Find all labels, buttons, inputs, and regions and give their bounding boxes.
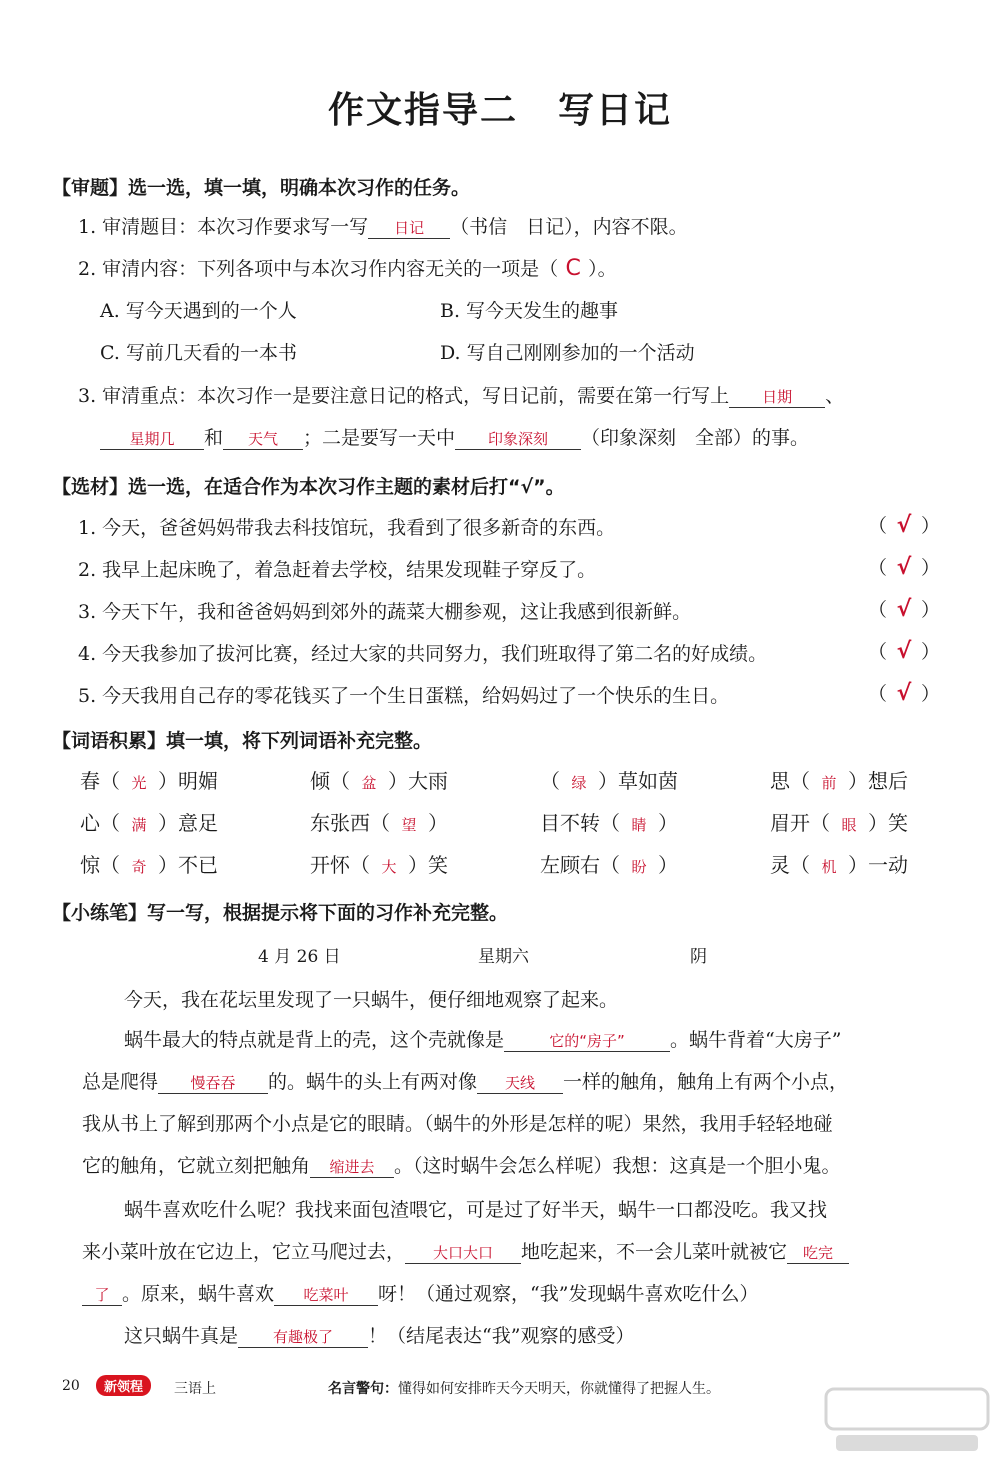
- idiom-item: 眉开（ 眼 ）笑: [770, 811, 908, 835]
- essay-line-7: 来小菜叶放在它边上，它立马爬过去， 大口大口 地吃起来，不一会儿菜叶就被它 吃完: [82, 1237, 849, 1264]
- essay-blank[interactable]: 慢吞吞: [158, 1073, 268, 1094]
- idiom-answer[interactable]: 光: [131, 774, 147, 792]
- material-item-1: 1. 今天，爸爸妈妈带我去科技馆玩，我看到了很多新奇的东西。: [78, 517, 616, 539]
- idiom-answer[interactable]: 望: [401, 816, 417, 834]
- section-heading-xuancai: 【选材】选一选，在适合作为本次习作主题的素材后打“√”。: [52, 476, 565, 498]
- answer-choice[interactable]: C: [565, 256, 581, 281]
- idiom-item: 惊（ 奇 ）不已: [80, 853, 218, 877]
- option-b: B. 写今天发生的趣事: [440, 300, 619, 322]
- checkmark-1[interactable]: （ √ ）: [867, 513, 940, 538]
- idiom-answer[interactable]: 睛: [631, 816, 647, 834]
- essay-paragraph-1: 今天，我在花坛里发现了一只蜗牛，便仔细地观察了起来。: [124, 989, 619, 1011]
- idiom-item: （ 绿 ）草如茵: [540, 769, 678, 793]
- essay-line-4: 我从书上了解到那两个小点是它的眼睛。（蜗牛的外形是怎样的呢）果然，我用手轻轻地碰: [82, 1113, 833, 1135]
- essay-line-5: 它的触角，它就立刻把触角 缩进去 。（这时蜗牛会怎么样呢）我想：这真是一个胆小鬼。: [82, 1155, 841, 1177]
- question-3-line2: 星期几 和 天气 ；二是要写一天中 印象深刻 （印象深刻 全部）的事。: [100, 423, 809, 450]
- checkmark-2[interactable]: （ √ ）: [867, 555, 940, 580]
- diary-weather: 阴: [690, 947, 707, 967]
- question-1: 1. 审清题目：本次习作要求写一写 日记 （书信 日记），内容不限。: [78, 216, 688, 238]
- idiom-item: 灵（ 机 ）一动: [770, 853, 908, 877]
- grade-label: 三语上: [174, 1381, 216, 1397]
- page-number: 20: [62, 1378, 80, 1394]
- quote-label: 名言警句：: [328, 1381, 398, 1397]
- material-item-2: 2. 我早上起床晚了，着急赶着去学校，结果发现鞋子穿反了。: [78, 559, 597, 581]
- essay-blank[interactable]: 天线: [477, 1073, 563, 1094]
- idiom-item: 左顾右（ 盼 ）: [540, 853, 678, 877]
- idiom-answer[interactable]: 绿: [571, 774, 587, 792]
- watermark-stamp-icon: [822, 1385, 992, 1455]
- option-c: C. 写前几天看的一本书: [100, 342, 297, 364]
- page-title: 作文指导二 写日记: [327, 90, 673, 131]
- idiom-item: 倾（ 盆 ）大雨: [310, 769, 448, 793]
- question-2: 2. 审清内容：下列各项中与本次习作内容无关的一项是（ C ）。: [78, 256, 617, 281]
- idiom-item: 春（ 光 ）明媚: [80, 769, 218, 793]
- material-item-5: 5. 今天我用自己存的零花钱买了一个生日蛋糕，给妈妈过了一个快乐的生日。: [78, 685, 730, 707]
- idiom-answer[interactable]: 盼: [631, 858, 647, 876]
- idiom-answer[interactable]: 机: [821, 858, 837, 876]
- idiom-answer[interactable]: 奇: [131, 858, 147, 876]
- quote-text: 懂得如何安排昨天今天明天，你就懂得了把握人生。: [398, 1381, 720, 1397]
- option-a: A. 写今天遇到的一个人: [100, 300, 297, 322]
- checkmark-3[interactable]: （ √ ）: [867, 597, 940, 622]
- idiom-answer[interactable]: 前: [821, 774, 837, 792]
- idiom-answer[interactable]: 大: [381, 858, 397, 876]
- essay-blank[interactable]: 它的“房子”: [504, 1031, 670, 1052]
- section-heading-xiaolianbi: 【小练笔】写一写，根据提示将下面的习作补充完整。: [52, 902, 509, 924]
- essay-line-2: 蜗牛最大的特点就是背上的壳，这个壳就像是 它的“房子” 。蜗牛背着“大房子”: [124, 1029, 842, 1051]
- material-item-3: 3. 今天下午，我和爸爸妈妈到郊外的蔬菜大棚参观，这让我感到很新鲜。: [78, 601, 692, 623]
- section-heading-ciyu: 【词语积累】填一填，将下列词语补充完整。: [52, 730, 433, 752]
- essay-line-8: 了 。原来，蜗牛喜欢 吃菜叶 呀！（通过观察，“我”发现蜗牛喜欢吃什么）: [82, 1279, 758, 1306]
- idiom-item: 心（ 满 ）意足: [80, 811, 218, 835]
- idiom-answer[interactable]: 满: [131, 816, 147, 834]
- essay-blank[interactable]: 吃菜叶: [274, 1285, 378, 1306]
- essay-blank[interactable]: 大口大口: [405, 1243, 521, 1264]
- option-d: D. 写自己刚刚参加的一个活动: [440, 342, 695, 364]
- brand-logo: 新领程: [96, 1375, 151, 1396]
- idiom-item: 开怀（ 大 ）笑: [310, 853, 448, 877]
- question-3-line1: 3. 审清重点：本次习作一是要注意日记的格式，写日记前，需要在第一行写上 日期 、: [78, 385, 845, 407]
- checkmark-4[interactable]: （ √ ）: [867, 639, 940, 664]
- essay-line-3: 总是爬得 慢吞吞 的。蜗牛的头上有两对像 天线 一样的触角，触角上有两个小点，: [82, 1071, 849, 1093]
- diary-weekday: 星期六: [478, 947, 529, 967]
- material-item-4: 4. 今天我参加了拔河比赛，经过大家的共同努力，我们班取得了第二名的好成绩。: [78, 643, 768, 665]
- idiom-answer[interactable]: 眼: [841, 816, 857, 834]
- idiom-item: 目不转（ 睛 ）: [540, 811, 678, 835]
- essay-line-9: 这只蜗牛真是 有趣极了 ！（结尾表达“我”观察的感受）: [124, 1325, 635, 1347]
- idiom-answer[interactable]: 盆: [361, 774, 377, 792]
- idiom-item: 东张西（ 望 ）: [310, 811, 448, 835]
- essay-line-6: 蜗牛喜欢吃什么呢？我找来面包渣喂它，可是过了好半天，蜗牛一口都没吃。我又找: [124, 1199, 828, 1221]
- essay-blank[interactable]: 吃完: [787, 1243, 849, 1264]
- essay-blank[interactable]: 了: [82, 1285, 122, 1306]
- answer-blank[interactable]: 日记: [368, 218, 450, 239]
- essay-blank[interactable]: 缩进去: [310, 1157, 394, 1178]
- answer-blank[interactable]: 印象深刻: [455, 429, 581, 450]
- answer-blank[interactable]: 星期几: [100, 429, 204, 450]
- answer-blank[interactable]: 日期: [729, 387, 825, 408]
- quote-line: [328, 1378, 720, 1398]
- idiom-item: 思（ 前 ）想后: [770, 769, 908, 793]
- checkmark-5[interactable]: （ √ ）: [867, 681, 940, 706]
- answer-blank[interactable]: 天气: [223, 429, 303, 450]
- essay-blank[interactable]: 有趣极了: [238, 1327, 368, 1348]
- section-heading-shenti: 【审题】选一选，填一填，明确本次习作的任务。: [52, 177, 471, 199]
- diary-date: 4 月 26 日: [258, 947, 341, 967]
